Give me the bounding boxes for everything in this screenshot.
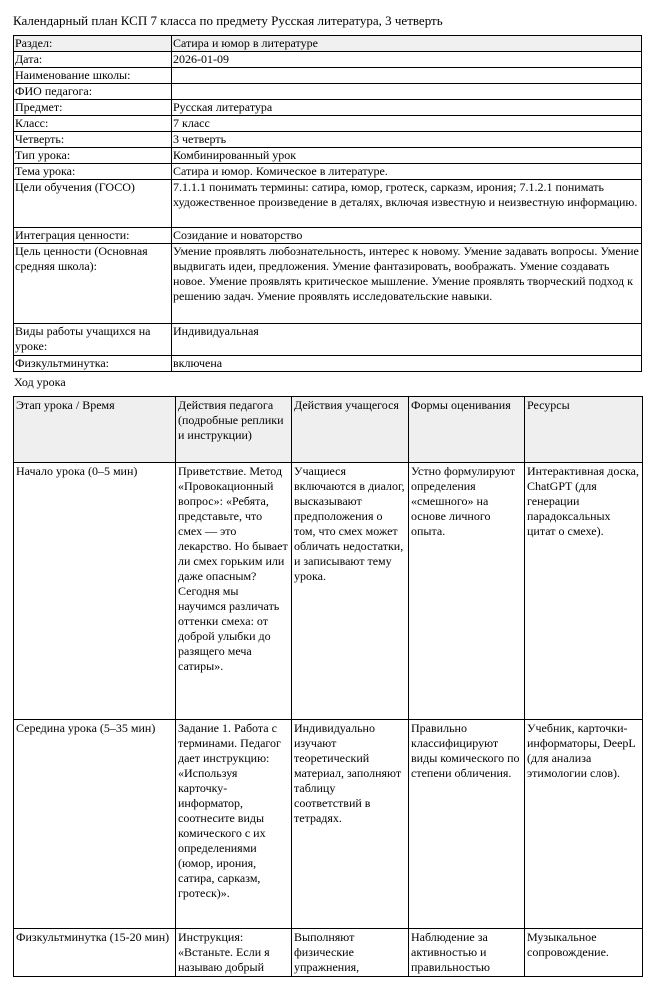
info-value: 7 класс [172, 116, 642, 132]
info-label: Предмет: [14, 100, 172, 116]
table-row [14, 463, 643, 720]
info-value: Индивидуальная [172, 324, 642, 356]
info-value: Созидание и новаторство [172, 228, 642, 244]
info-row-class [14, 116, 642, 132]
info-label: Виды работы учащихся на уроке: [14, 324, 172, 356]
info-row-work-types [14, 324, 642, 356]
header-student-actions: Действия учащегося [292, 397, 409, 463]
info-label: Интеграция ценности: [14, 228, 172, 244]
document-title: Календарный план КСП 7 класса по предмету Русская литература, 3 четверть [13, 13, 443, 28]
info-row-section [14, 36, 642, 52]
info-value: 2026-01-09 [172, 52, 642, 68]
info-value: Сатира и юмор в литературе [172, 36, 642, 52]
info-row-subject [14, 100, 642, 116]
info-row-lesson-type [14, 148, 642, 164]
info-value: 7.1.1.1 понимать термины: сатира, юмор, гротеск, сарказм, ирония; 7.1.2.1 понимать художественное произведение в деталях, включая известную и неизвестную информацию. [172, 180, 642, 228]
info-value: 3 четверть [172, 132, 642, 148]
header-stage: Этап урока / Время [14, 397, 176, 463]
info-row-value-goal [14, 244, 642, 324]
stage-cell: Физкультминутка (15-20 мин) [14, 929, 176, 977]
info-value: Русская литература [172, 100, 642, 116]
teacher-actions-cell: Приветствие. Метод «Провокационный вопрос»: «Ребята, представьте, что смех — это лекарство. Но бывает ли смех горьким или даже опасным? Сегодня мы научимся различать оттенки смеха: от доброй улыбки до разящего меча сатиры». [176, 463, 292, 720]
info-value [172, 68, 642, 84]
lesson-info-table [13, 35, 642, 372]
teacher-actions-cell: Задание 1. Работа с терминами. Педагог дает инструкцию: «Используя карточку-информатор, соотнесите виды комического с их определениями (юмор, ирония, сатира, сарказм, гротеск)». [176, 720, 292, 929]
student-actions-cell: Выполняют физические упражнения, [292, 929, 409, 977]
info-value: включена [172, 356, 642, 372]
student-actions-cell: Индивидуально изучают теоретический материал, заполняют таблицу соответствий в тетрадях. [292, 720, 409, 929]
assessment-cell: Наблюдение за активностью и правильностью [409, 929, 525, 977]
info-row-exercise-break [14, 356, 642, 372]
info-label: Цель ценности (Основная средняя школа): [14, 244, 172, 324]
lesson-progress-heading: Ход урока [14, 375, 66, 389]
header-resources: Ресурсы [525, 397, 643, 463]
info-label: Раздел: [14, 36, 172, 52]
header-teacher-actions: Действия педагога (подробные реплики и инструкции) [176, 397, 292, 463]
assessment-cell: Правильно классифицируют виды комического по степени обличения. [409, 720, 525, 929]
header-assessment: Формы оценивания [409, 397, 525, 463]
stage-cell: Начало урока (0–5 мин) [14, 463, 176, 720]
assessment-cell: Устно формулируют определения «смешного» на основе личного опыта. [409, 463, 525, 720]
resources-cell: Учебник, карточки-информаторы, DeepL (для анализа этимологии слов). [525, 720, 643, 929]
info-label: Физкультминутка: [14, 356, 172, 372]
info-row-value-integration [14, 228, 642, 244]
info-row-school [14, 68, 642, 84]
lesson-plan-table [13, 396, 643, 977]
info-row-date [14, 52, 642, 68]
info-label: ФИО педагога: [14, 84, 172, 100]
info-label: Четверть: [14, 132, 172, 148]
table-row [14, 720, 643, 929]
info-value [172, 84, 642, 100]
student-actions-cell: Учащиеся включаются в диалог, высказывают предположения о том, что смех может обличать недостатки, и записывают тему урока. [292, 463, 409, 720]
resources-cell: Музыкальное сопровождение. [525, 929, 643, 977]
resources-cell: Интерактивная доска, ChatGPT (для генерации парадоксальных цитат о смехе). [525, 463, 643, 720]
info-row-teacher [14, 84, 642, 100]
table-row [14, 929, 643, 977]
info-value: Сатира и юмор. Комическое в литературе. [172, 164, 642, 180]
lesson-header-row [14, 397, 643, 463]
info-label: Тип урока: [14, 148, 172, 164]
info-label: Дата: [14, 52, 172, 68]
info-row-quarter [14, 132, 642, 148]
info-value: Комбинированный урок [172, 148, 642, 164]
info-label: Класс: [14, 116, 172, 132]
info-label: Тема урока: [14, 164, 172, 180]
info-label: Цели обучения (ГОСО) [14, 180, 172, 228]
info-value: Умение проявлять любознательность, интерес к новому. Умение задавать вопросы. Умение выдвигать идеи, предложения. Умение фантазировать, воображать. Умение создавать новое. Умение проявлять критическое мышление. Умение проявлять творческий подход к решению задач. Умение проявлять исследовательские навыки. [172, 244, 642, 324]
info-row-topic [14, 164, 642, 180]
info-row-learning-goals [14, 180, 642, 228]
stage-cell: Середина урока (5–35 мин) [14, 720, 176, 929]
teacher-actions-cell: Инструкция: «Встаньте. Если я называю добрый [176, 929, 292, 977]
info-label: Наименование школы: [14, 68, 172, 84]
